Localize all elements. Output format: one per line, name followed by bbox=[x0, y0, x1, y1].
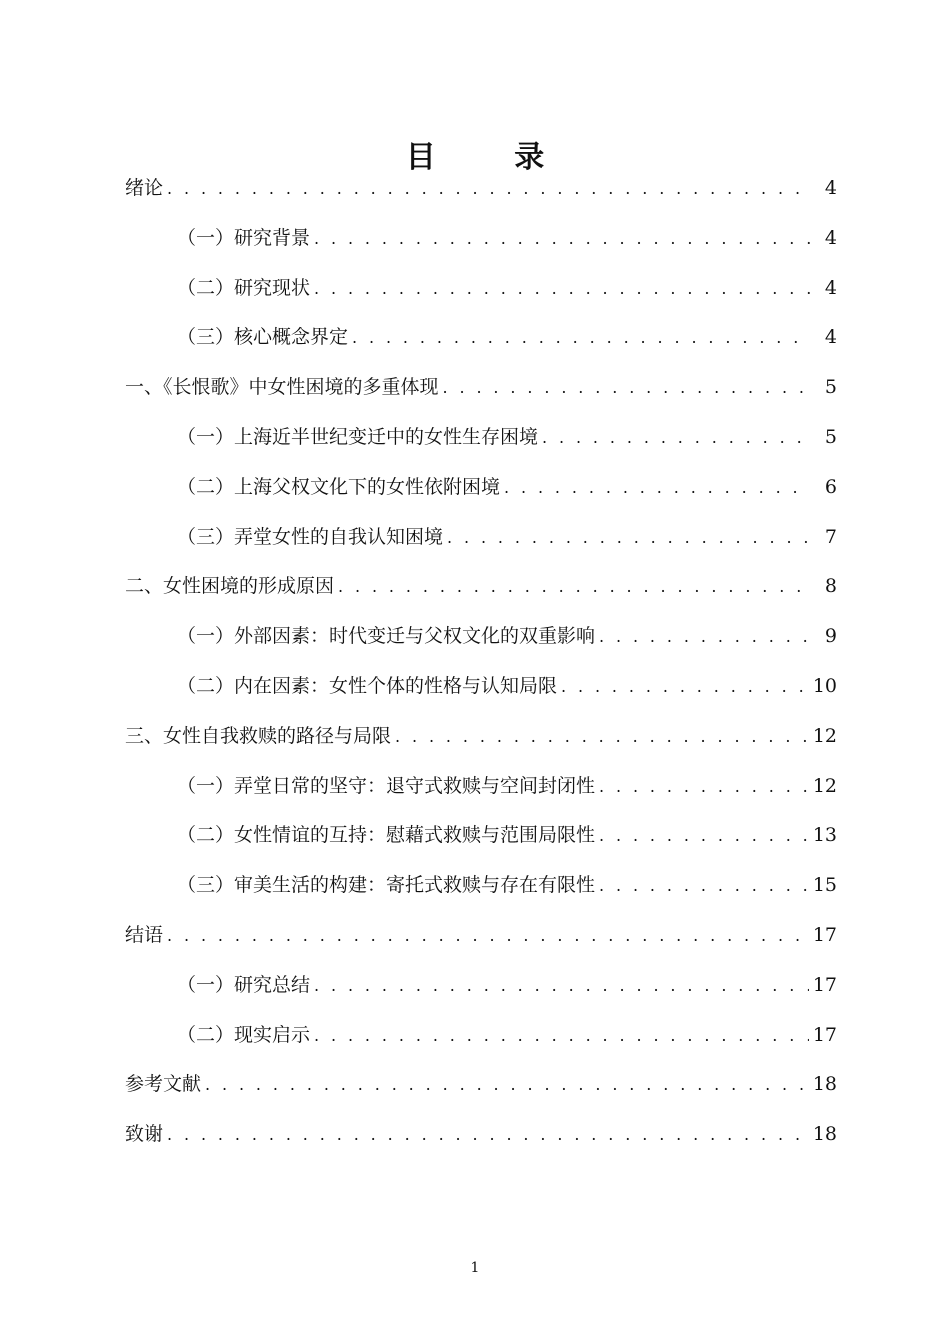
dot-leader bbox=[443, 363, 811, 413]
dot-leader bbox=[599, 612, 811, 662]
toc-entry[interactable] bbox=[125, 363, 837, 413]
toc-entry-page: 18 bbox=[812, 1123, 837, 1146]
toc-entry-label: 二、女性困境的形成原因 bbox=[125, 575, 335, 598]
dot-leader bbox=[599, 861, 809, 911]
toc-entry-page: 6 bbox=[824, 475, 837, 498]
toc-entry-page: 7 bbox=[824, 525, 837, 548]
toc-entry[interactable] bbox=[125, 463, 837, 513]
dot-leader bbox=[314, 961, 809, 1011]
toc-entry-page: 4 bbox=[824, 326, 837, 349]
toc-entry[interactable] bbox=[125, 961, 837, 1011]
table-of-contents bbox=[125, 164, 837, 1160]
toc-entry-label: （一）外部因素：时代变迁与父权文化的双重影响 bbox=[177, 625, 596, 648]
toc-entry-page: 17 bbox=[812, 1023, 837, 1046]
toc-entry-page: 12 bbox=[812, 774, 837, 797]
page-title: 目 录 bbox=[405, 140, 579, 176]
toc-entry-label: （一）研究总结 bbox=[177, 973, 311, 996]
dot-leader bbox=[167, 1110, 809, 1160]
dot-leader bbox=[338, 562, 811, 612]
toc-entry-label: （一）研究背景 bbox=[177, 226, 311, 249]
toc-entry-page: 5 bbox=[824, 425, 837, 448]
toc-entry-page: 8 bbox=[824, 575, 837, 598]
dot-leader bbox=[504, 463, 811, 513]
toc-entry-page: 12 bbox=[812, 724, 837, 747]
toc-entry[interactable] bbox=[125, 612, 837, 662]
toc-entry-page: 10 bbox=[812, 674, 837, 697]
page-number: 1 bbox=[470, 1260, 480, 1276]
toc-entry[interactable] bbox=[125, 214, 837, 264]
dot-leader bbox=[352, 313, 811, 363]
toc-entry-page: 17 bbox=[812, 923, 837, 946]
toc-entry[interactable] bbox=[125, 1060, 837, 1110]
toc-entry-label: （三）核心概念界定 bbox=[177, 326, 349, 349]
toc-entry-label: （一）弄堂日常的坚守：退守式救赎与空间封闭性 bbox=[177, 774, 596, 797]
toc-entry-page: 4 bbox=[824, 276, 837, 299]
toc-entry[interactable] bbox=[125, 562, 837, 612]
toc-entry[interactable] bbox=[125, 712, 837, 762]
toc-entry[interactable] bbox=[125, 861, 837, 911]
dot-leader bbox=[599, 762, 809, 812]
toc-entry-label: （二）现实启示 bbox=[177, 1023, 311, 1046]
dot-leader bbox=[167, 911, 809, 961]
toc-entry-label: （二）上海父权文化下的女性依附困境 bbox=[177, 475, 501, 498]
dot-leader bbox=[167, 164, 811, 214]
toc-entry-label: （二）内在因素：女性个体的性格与认知局限 bbox=[177, 674, 558, 697]
dot-leader bbox=[561, 662, 809, 712]
dot-leader bbox=[314, 1011, 809, 1061]
toc-entry-label: （二）女性情谊的互持：慰藉式救赎与范围局限性 bbox=[177, 824, 596, 847]
toc-entry-label: （三）审美生活的构建：寄托式救赎与存在有限性 bbox=[177, 874, 596, 897]
toc-entry-label: 参考文献 bbox=[125, 1073, 202, 1096]
toc-entry-page: 18 bbox=[812, 1073, 837, 1096]
toc-entry-label: （三）弄堂女性的自我认知困境 bbox=[177, 525, 444, 548]
toc-entry-page: 4 bbox=[824, 226, 837, 249]
toc-entry-label: 致谢 bbox=[125, 1123, 164, 1146]
dot-leader bbox=[447, 513, 811, 563]
dot-leader bbox=[542, 413, 811, 463]
toc-entry-page: 13 bbox=[812, 824, 837, 847]
toc-entry-page: 15 bbox=[812, 874, 837, 897]
toc-entry-label: 一、《长恨歌》中女性困境的多重体现 bbox=[125, 376, 439, 399]
toc-entry-label: （二）研究现状 bbox=[177, 276, 311, 299]
toc-entry-page: 4 bbox=[824, 177, 837, 199]
toc-entry[interactable] bbox=[125, 1011, 837, 1061]
dot-leader bbox=[599, 811, 809, 861]
toc-entry-page: 17 bbox=[812, 973, 837, 996]
toc-entry[interactable] bbox=[125, 264, 837, 314]
toc-entry[interactable] bbox=[125, 513, 837, 563]
toc-entry-page: 9 bbox=[824, 625, 837, 648]
toc-entry-label: （一）上海近半世纪变迁中的女性生存困境 bbox=[177, 425, 539, 448]
toc-entry[interactable] bbox=[125, 413, 837, 463]
dot-leader bbox=[314, 264, 811, 314]
toc-entry-page: 5 bbox=[824, 376, 837, 399]
toc-entry[interactable] bbox=[125, 662, 837, 712]
toc-entry[interactable] bbox=[125, 164, 837, 214]
toc-entry-label: 三、女性自我救赎的路径与局限 bbox=[125, 724, 392, 747]
dot-leader bbox=[205, 1060, 809, 1110]
dot-leader bbox=[314, 214, 811, 264]
dot-leader bbox=[395, 712, 809, 762]
toc-entry[interactable] bbox=[125, 762, 837, 812]
toc-entry-label: 绪论 bbox=[125, 177, 164, 199]
toc-entry[interactable] bbox=[125, 1110, 837, 1160]
toc-entry[interactable] bbox=[125, 811, 837, 861]
toc-entry-label: 结语 bbox=[125, 923, 164, 946]
toc-entry[interactable] bbox=[125, 911, 837, 961]
toc-entry[interactable] bbox=[125, 313, 837, 363]
